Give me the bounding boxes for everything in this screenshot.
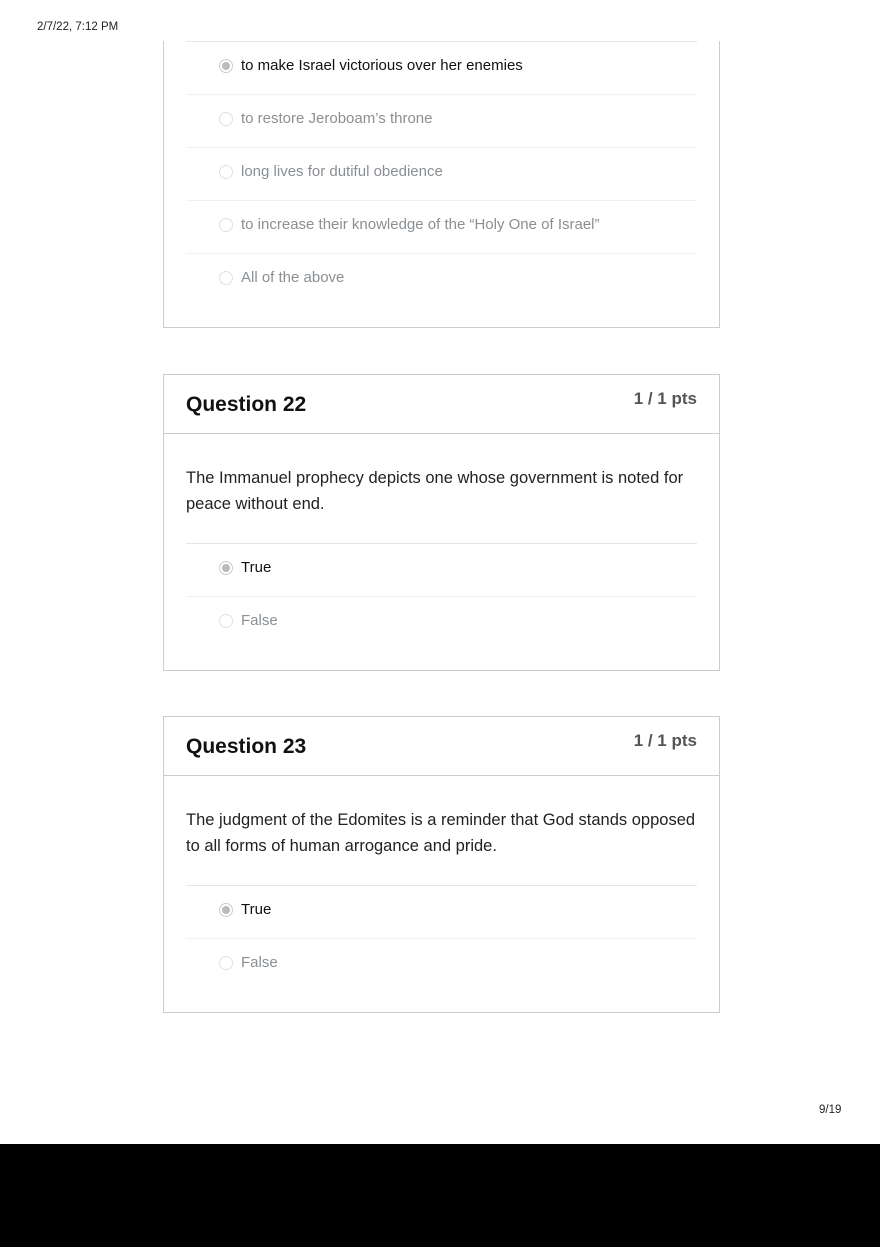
answer-option[interactable] bbox=[186, 939, 697, 992]
answer-label: long lives for dutiful obedience bbox=[241, 163, 443, 180]
page-number: 9/19 bbox=[819, 1104, 842, 1116]
question-header bbox=[164, 717, 719, 776]
question-points: 1 / 1 pts bbox=[633, 389, 697, 408]
answer-label: to make Israel victorious over her enemies bbox=[241, 57, 523, 74]
question-points: 1 / 1 pts bbox=[633, 731, 697, 750]
question-text: The Immanuel prophecy depicts one whose government is noted for peace without end. bbox=[186, 469, 684, 513]
question-title: Question 23 bbox=[186, 735, 307, 758]
radio-selected-icon[interactable] bbox=[219, 561, 233, 575]
answer-label: All of the above bbox=[241, 269, 345, 286]
answer-label: False bbox=[241, 954, 278, 971]
question-card-partial bbox=[163, 41, 720, 328]
radio-icon[interactable] bbox=[219, 165, 233, 179]
question-header bbox=[164, 375, 719, 434]
answer-option[interactable] bbox=[186, 42, 697, 95]
answer-option[interactable] bbox=[186, 544, 697, 597]
radio-icon[interactable] bbox=[219, 956, 233, 970]
answer-label: True bbox=[241, 559, 272, 576]
answer-option[interactable] bbox=[186, 201, 697, 254]
answer-list bbox=[186, 41, 697, 307]
answer-label: True bbox=[241, 901, 272, 918]
answer-option[interactable] bbox=[186, 597, 697, 650]
black-background bbox=[0, 1144, 880, 1247]
question-card-23 bbox=[163, 716, 720, 1013]
question-title: Question 22 bbox=[186, 393, 307, 416]
answer-option[interactable] bbox=[186, 886, 697, 939]
print-datetime: 2/7/22, 7:12 PM bbox=[37, 21, 119, 33]
answer-option[interactable] bbox=[186, 95, 697, 148]
radio-icon[interactable] bbox=[219, 614, 233, 628]
radio-icon[interactable] bbox=[219, 218, 233, 232]
answer-list bbox=[186, 885, 697, 992]
radio-icon[interactable] bbox=[219, 271, 233, 285]
answer-label: to restore Jeroboam’s throne bbox=[241, 110, 433, 127]
answer-option[interactable] bbox=[186, 254, 697, 307]
answer-label: False bbox=[241, 612, 278, 629]
radio-icon[interactable] bbox=[219, 112, 233, 126]
answer-label: to increase their knowledge of the “Holy One of Israel” bbox=[241, 216, 600, 233]
radio-selected-icon[interactable] bbox=[219, 903, 233, 917]
radio-selected-icon[interactable] bbox=[219, 59, 233, 73]
question-text: The judgment of the Edomites is a reminder that God stands opposed to all forms of human arrogance and pride. bbox=[186, 811, 696, 855]
answer-option[interactable] bbox=[186, 148, 697, 201]
question-card-22 bbox=[163, 374, 720, 671]
answer-list bbox=[186, 543, 697, 650]
